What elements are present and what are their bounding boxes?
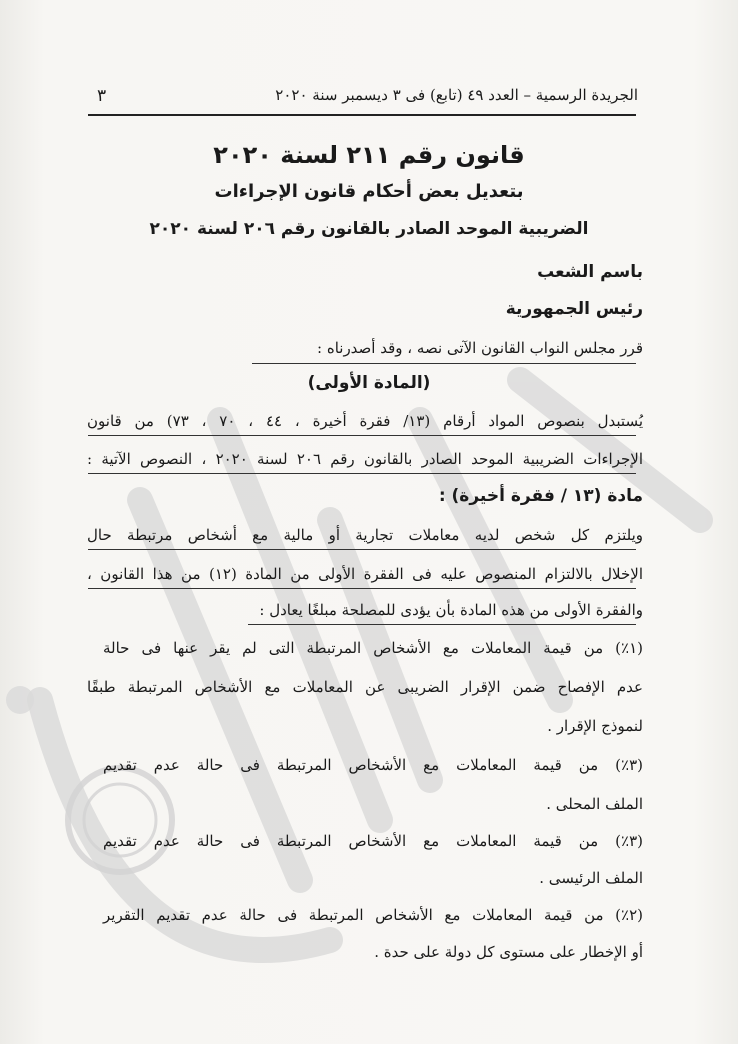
law-subtitle-2: الضريبية الموحد الصادر بالقانون رقم ٢٠٦ لسنة ٢٠٢٠	[149, 219, 589, 239]
article-13-heading: مادة (١٣ / فقرة أخيرة) :	[438, 486, 643, 506]
page-number: ٣	[97, 86, 107, 106]
law-subtitle-1: بتعديل بعض أحكام قانون الإجراءات	[214, 181, 524, 202]
item-1-line-2: عدم الإفصاح ضمن الإقرار الضريبى عن المعاملات مع الأشخاص المرتبطة طبقًا	[87, 678, 643, 696]
in-the-name-of-people: باسم الشعب	[537, 262, 643, 282]
item-3-line-1: (٣٪) من قيمة المعاملات مع الأشخاص المرتبطة فى حالة عدم تقديم	[103, 832, 643, 850]
underline	[88, 473, 636, 474]
underline	[88, 435, 636, 436]
paragraph-1-line-3: والفقرة الأولى من هذه المادة بأن يؤدى للمصلحة مبلغًا يعادل :	[259, 601, 643, 619]
underline	[88, 549, 636, 550]
paragraph-1-line-1: ويلتزم كل شخص لديه معاملات تجارية أو مالية مع أشخاص مرتبطة حال	[87, 526, 643, 544]
item-2-line-1: (٣٪) من قيمة المعاملات مع الأشخاص المرتبطة فى حالة عدم تقديم	[103, 756, 643, 774]
article-1-line-1: يُستبدل بنصوص المواد أرقام (١٣/ فقرة أخيرة ، ٤٤ ، ٧٠ ، ٧٣) من قانون	[87, 412, 643, 430]
item-4-line-1: (٢٪) من قيمة المعاملات مع الأشخاص المرتبطة فى حالة عدم تقديم التقرير	[103, 906, 643, 924]
paragraph-1-line-2: الإخلال بالالتزام المنصوص عليه فى الفقرة الأولى من المادة (١٢) من هذا القانون ،	[87, 565, 644, 583]
item-3-line-2: الملف الرئيسى .	[539, 869, 643, 887]
running-header: الجريدة الرسمية – العدد ٤٩ (تابع) فى ٣ ديسمبر سنة ٢٠٢٠	[275, 86, 638, 104]
preamble: قرر مجلس النواب القانون الآتى نصه ، وقد أصدرناه :	[317, 339, 643, 357]
law-title: قانون رقم ٢١١ لسنة ٢٠٢٠	[213, 141, 525, 169]
underline	[252, 363, 636, 364]
president-heading: رئيس الجمهورية	[505, 299, 643, 319]
item-2-line-2: الملف المحلى .	[546, 795, 643, 813]
underline	[248, 624, 636, 625]
item-4-line-2: أو الإخطار على مستوى كل دولة على حدة .	[374, 943, 643, 961]
article-1-line-2: الإجراءات الضريبية الموحد الصادر بالقانون رقم ٢٠٦ لسنة ٢٠٢٠ ، النصوص الآتية :	[87, 450, 643, 468]
item-1-line-3: لنموذج الإقرار .	[547, 717, 643, 735]
header-rule	[88, 114, 636, 116]
item-1-line-1: (١٪) من قيمة المعاملات مع الأشخاص المرتبطة التى لم يقر عنها فى حالة	[103, 639, 643, 657]
underline	[88, 588, 636, 589]
article-1-heading: (المادة الأولى)	[307, 373, 431, 393]
